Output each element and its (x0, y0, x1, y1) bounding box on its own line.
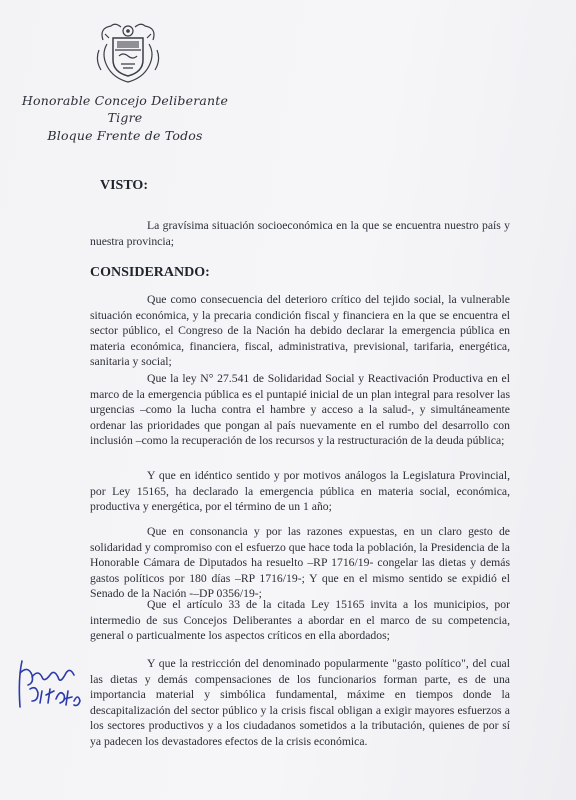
visto-heading: VISTO: (100, 178, 148, 193)
considerando-paragraph: Y que la restricción del denominado popularmente "gasto político", del cual las dietas y demás compensaciones de los funcionarios forman parte, es de una importancia material y simbólica fundamental, máxime en tiempos donde la descapitalización del sector público y la crisis fiscal obligan a exigir mayores esfuerzos a los sectores productivos y a los ciudadanos sometidos a la tributación, quienes de por sí ya padecen los devastadores efectos de la crisis económica. (90, 657, 510, 748)
considerando-paragraph: Y que en idéntico sentido y por motivos análogos la Legislatura Provincial, por Ley 15165, ha declarado la emergencia pública en materia social, económica, productiva y energética, por el término de un 1 año; (90, 469, 510, 514)
letterhead-bloc: Bloque Frente de Todos (47, 128, 203, 143)
considerando-paragraph: Que en consonancia y por las razones expuestas, en un claro gesto de solidaridad y compromiso con el esfuerzo que hace toda la población, la Presidencia de la Honorable Cámara de Diputados ha resuelto –RP 1716/19- congelar las dietas y demás gastos políticos por 180 días –RP 1716/19-; Y que en el mismo sentido se expidió el Senado de la Nación -–DP 0356/19-; (90, 525, 510, 601)
considerando-paragraph: Que la ley N° 27.541 de Solidaridad Social y Reactivación Productiva en el marco de la emergencia pública es el puntapié inicial de un plan integral para resolver las urgencias –como la lucha contra el hambre y acceso a la salud-, y simultáneamente ordenar las prioridades que pongan al país nuevamente en el rumbo del desarrollo con inclusión –como la recuperación de los recursos y la restructuración de la deuda pública; (90, 372, 510, 448)
considerando-paragraph: Que como consecuencia del deterioro crítico del tejido social, la vulnerable situación económica, y la precaria condición fiscal y financiera en la que se encuentra el sector público, el Congreso de la Nación ha debido declarar la emergencia pública en materia económica, financiera, fiscal, administrativa, previsional, tarifaria, energética, sanitaria y social; (90, 293, 510, 369)
letterhead-city: Tigre (107, 110, 143, 125)
considerando-paragraph: Que el artículo 33 de la citada Ley 15165 invita a los municipios, por intermedio de sus Concejos Deliberantes a abordar en el marco de su competencia, general o particualmente los aspectos críticos en ella abordados; (90, 598, 510, 643)
handwritten-signature (10, 655, 85, 720)
considerando-heading: CONSIDERANDO: (90, 265, 210, 280)
letterhead-institution: Honorable Concejo Deliberante (21, 93, 229, 108)
coat-of-arms-seal (93, 20, 163, 86)
visto-paragraph: La gravísima situación socioeconómica en la que se encuentra nuestro país y nuestra provincia; (90, 219, 510, 248)
